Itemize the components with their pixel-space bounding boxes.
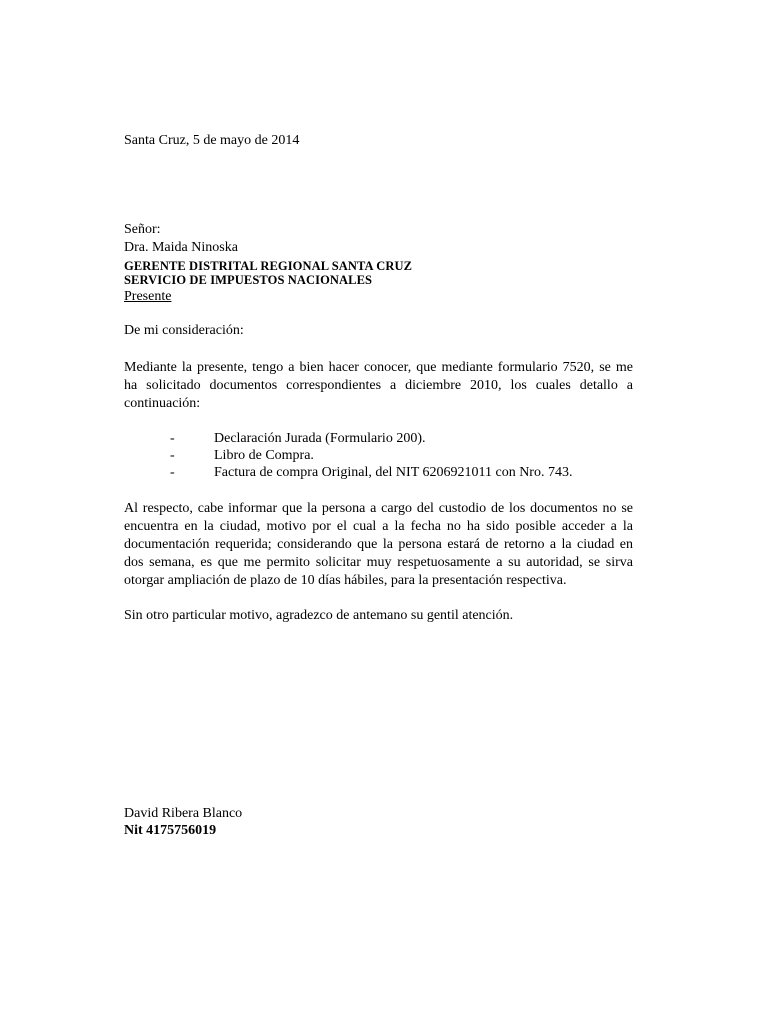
closing-line: Sin otro particular motivo, agradezco de antemano su gentil atención. [124, 608, 514, 623]
date-line: Santa Cruz, 5 de mayo de 2014 [124, 133, 300, 148]
list-bullet: - [170, 448, 175, 463]
paragraph-line: continuación: [124, 396, 201, 411]
paragraph-line: otorgar ampliación de plazo de 10 días hábiles, para la presentación respectiva. [124, 573, 567, 588]
list-bullet: - [170, 431, 175, 446]
list-item-text: Factura de compra Original, del NIT 6206921011 con Nro. 743. [214, 465, 573, 480]
list-item-text: Libro de Compra. [214, 448, 314, 463]
signer-nit: Nit 4175756019 [124, 823, 217, 838]
paragraph-intro [124, 359, 633, 413]
salutation: Señor: [124, 222, 161, 237]
presente-label: Presente [124, 289, 172, 304]
recipient-org: SERVICIO DE IMPUESTOS NACIONALES [124, 273, 373, 287]
list-bullet: - [170, 465, 175, 480]
paragraph-line: Al respecto, cabe informar que la persona a cargo del custodio de los documentos no se [124, 501, 633, 516]
list-item-text: Declaración Jurada (Formulario 200). [214, 431, 426, 446]
recipient-title: GERENTE DISTRITAL REGIONAL SANTA CRUZ [124, 259, 413, 273]
paragraph-line: documentación requerida; considerando que la persona estará de retorno a la ciudad en [124, 537, 633, 552]
paragraph-line: Mediante la presente, tengo a bien hacer conocer, que mediante formulario 7520, se me [124, 360, 633, 375]
paragraph-body [124, 500, 633, 590]
paragraph-line: encuentra en la ciudad, motivo por el cual a la fecha no ha sido posible acceder a la [124, 519, 633, 534]
greeting: De mi consideración: [124, 323, 244, 338]
paragraph-line: ha solicitado documentos correspondientes a diciembre 2010, los cuales detallo a [124, 378, 633, 393]
recipient-name: Dra. Maida Ninoska [124, 240, 238, 255]
signer-name: David Ribera Blanco [124, 806, 243, 821]
paragraph-line: dos semana, es que me permito solicitar muy respetuosamente a su autoridad, se sirva [124, 555, 633, 570]
